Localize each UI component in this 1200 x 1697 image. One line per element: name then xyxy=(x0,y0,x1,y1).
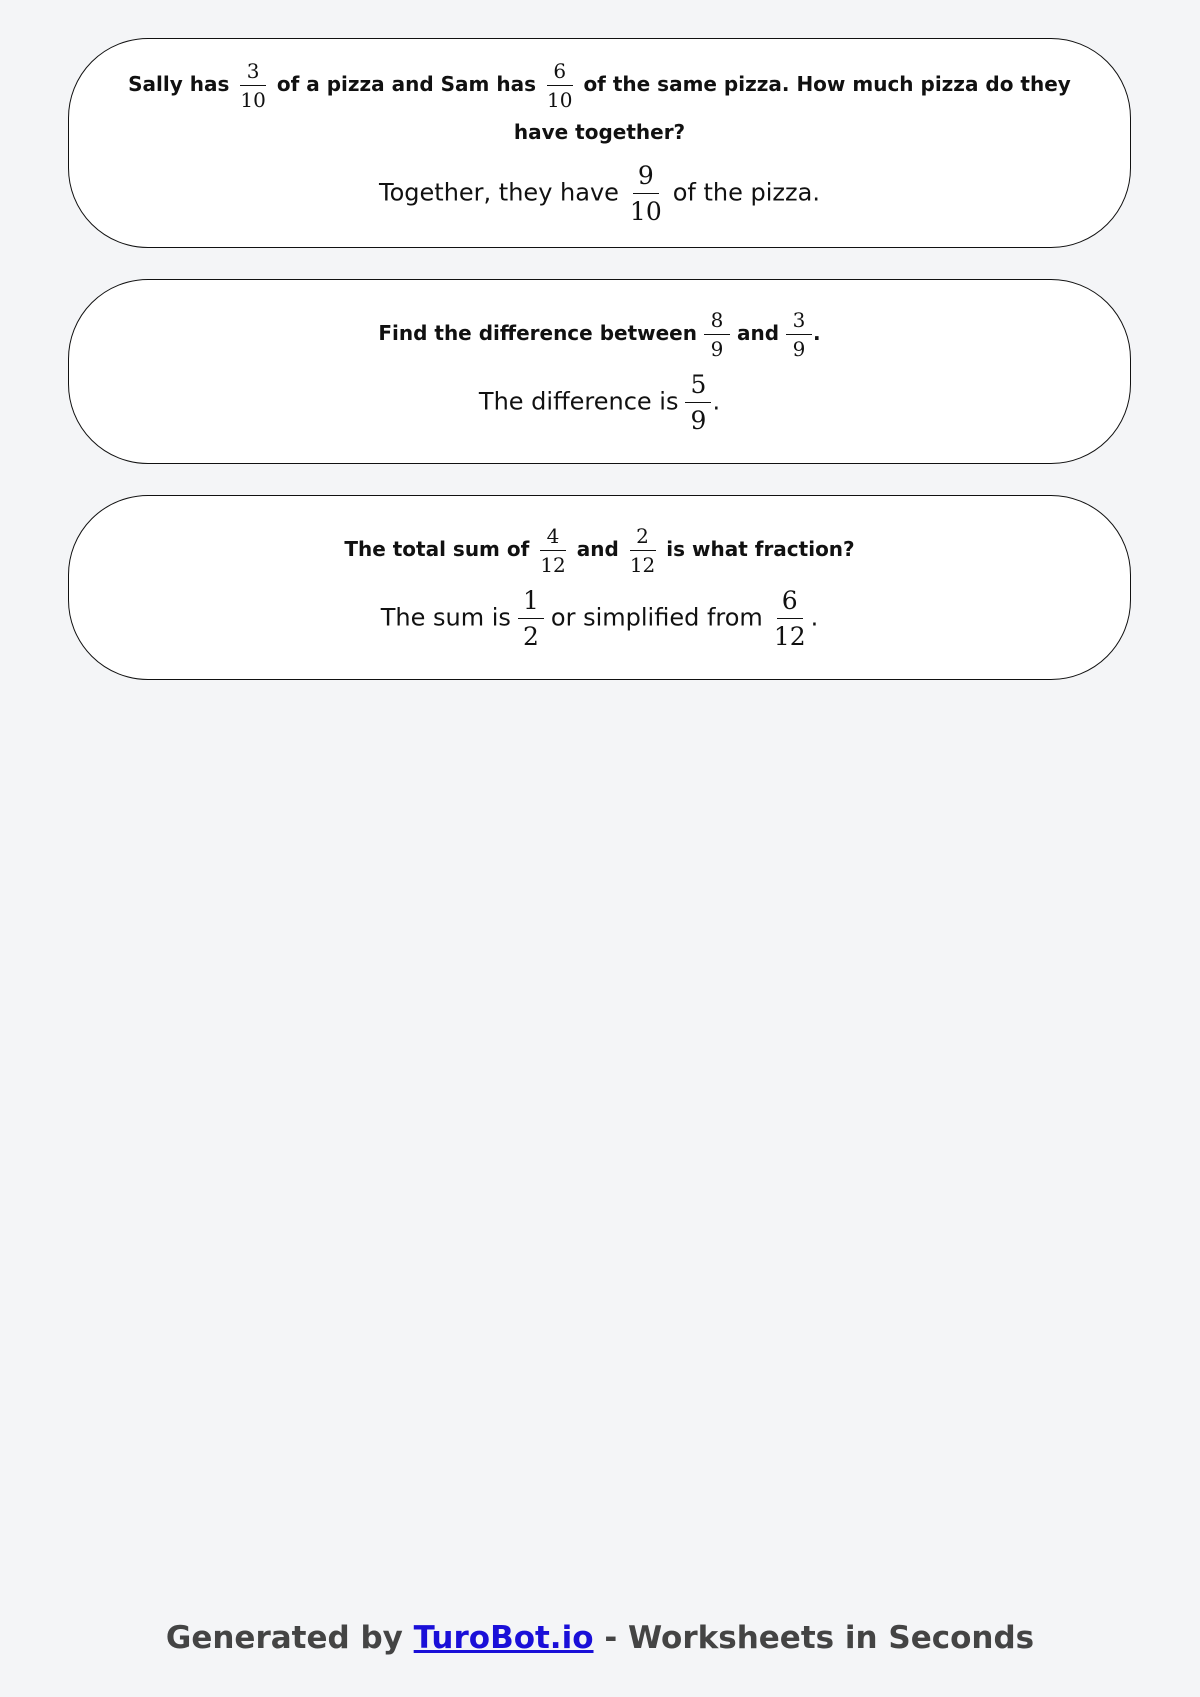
fraction xyxy=(518,585,544,652)
fraction xyxy=(236,59,269,112)
question-text: Sally has xyxy=(128,72,230,96)
answer-1 xyxy=(379,160,820,227)
fraction xyxy=(685,369,711,436)
answer-text: Together, they have xyxy=(379,178,619,207)
answer-text: . xyxy=(712,387,721,415)
question-2 xyxy=(378,308,820,361)
question-text: Find the difference between xyxy=(378,320,697,345)
denominator: 9 xyxy=(710,336,724,361)
answer-text: The sum is xyxy=(380,603,511,631)
numerator: 4 xyxy=(540,524,566,551)
denominator: 12 xyxy=(773,621,806,651)
answer-text: . xyxy=(810,603,819,631)
numerator: 3 xyxy=(786,308,812,335)
problem-card-3 xyxy=(68,495,1131,680)
question-text: of a pizza and Sam has xyxy=(276,72,536,96)
denominator: 9 xyxy=(792,336,806,361)
fraction xyxy=(786,308,812,361)
question-text: is what fraction? xyxy=(666,536,855,561)
answer-text: The difference is xyxy=(478,387,679,415)
numerator: 3 xyxy=(240,59,266,86)
fraction xyxy=(626,524,659,577)
numerator: 6 xyxy=(777,585,803,619)
numerator: 2 xyxy=(630,524,656,551)
footer-prefix: Generated by xyxy=(165,1620,403,1656)
denominator: 10 xyxy=(546,88,573,112)
question-3 xyxy=(344,524,854,577)
turobot-link[interactable]: TuroBot.io xyxy=(413,1620,594,1656)
numerator: 9 xyxy=(633,160,659,194)
numerator: 5 xyxy=(685,369,711,403)
question-text: and xyxy=(736,320,780,345)
problem-card-1 xyxy=(68,38,1131,248)
numerator: 8 xyxy=(704,308,730,335)
fraction xyxy=(543,59,576,112)
answer-3 xyxy=(381,585,819,652)
footer xyxy=(0,1620,1200,1656)
question-1 xyxy=(99,59,1100,152)
question-text: and xyxy=(576,536,619,561)
fraction xyxy=(536,524,569,577)
denominator: 9 xyxy=(690,405,707,435)
question-text: The total sum of xyxy=(344,536,530,561)
numerator: 6 xyxy=(547,59,573,86)
answer-text: or simplified from xyxy=(550,603,763,631)
denominator: 2 xyxy=(522,621,539,651)
fraction xyxy=(626,160,666,227)
denominator: 12 xyxy=(629,552,656,577)
answer-text: of the pizza. xyxy=(672,178,820,207)
denominator: 10 xyxy=(629,197,662,226)
answer-2 xyxy=(479,369,720,436)
fraction xyxy=(770,585,810,652)
denominator: 10 xyxy=(240,88,266,112)
question-text: . xyxy=(813,320,821,345)
question-text: of the same pizza. How much pizza do they have together? xyxy=(513,72,1071,144)
problem-card-2 xyxy=(68,279,1131,464)
fraction xyxy=(704,308,730,361)
denominator: 12 xyxy=(540,552,566,577)
numerator: 1 xyxy=(518,585,544,619)
footer-suffix: - Worksheets in Seconds xyxy=(604,1620,1035,1656)
